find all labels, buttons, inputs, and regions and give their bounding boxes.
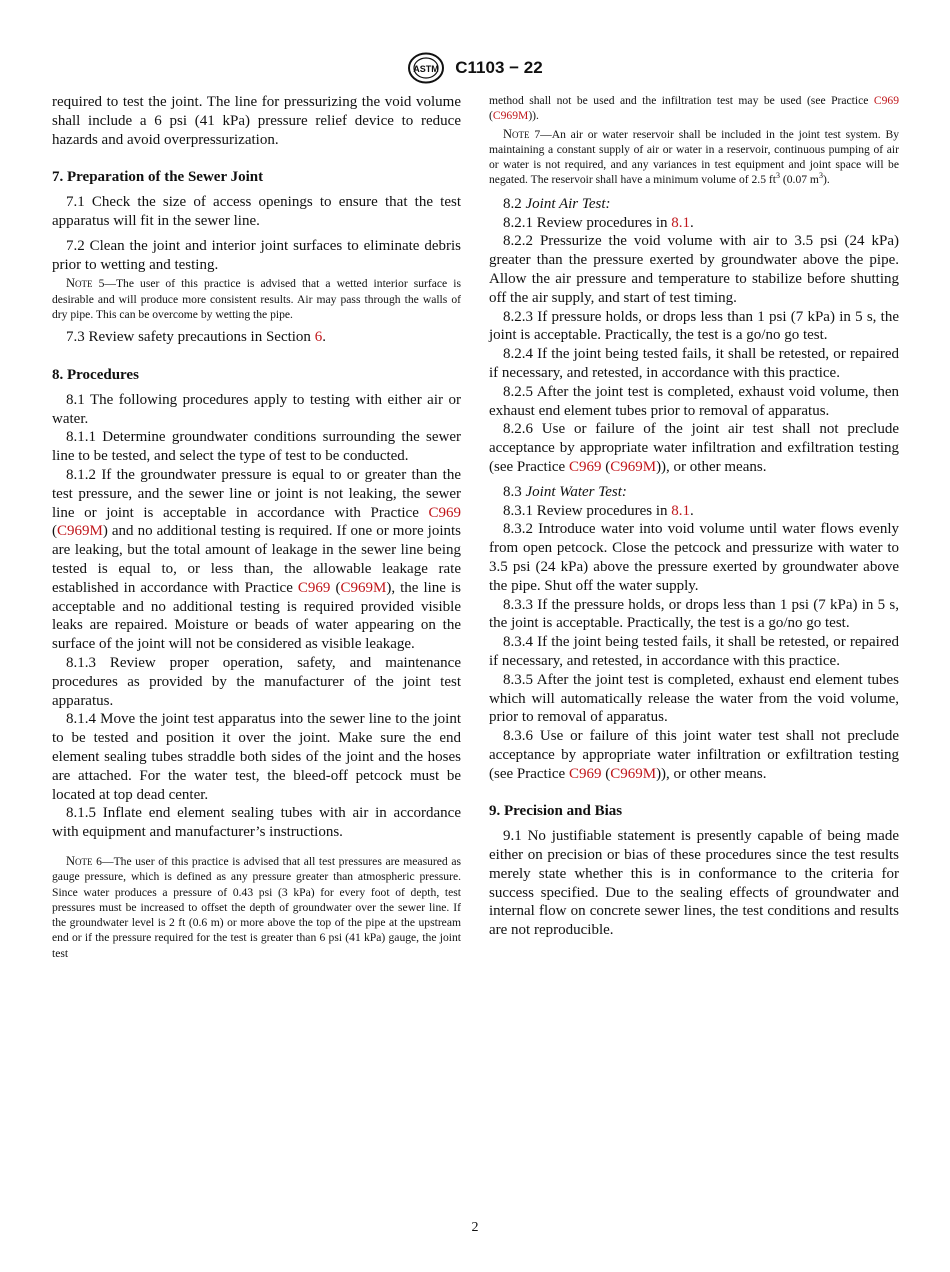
paragraph-8-1-4: 8.1.4 Move the joint test apparatus into the sewer line to the joint to be tested and position it over the joint. Make sure the end element sealing tubes straddle both sides of the joint and the hoses are attached. For the water test, the bleed-off petcock must be located at top dead center. [52,711,461,803]
paragraph-8-1: 8.1 The following procedures apply to testing with either air or water. [52,391,461,427]
note-5 [52,276,461,322]
note-6-continued-end: )). [528,109,539,123]
paragraph-8-1-5: 8.1.5 Inflate end element sealing tubes with air in accordance with equipment and manufacturer’s instructions. [52,805,461,841]
paragraph-8-1-3: 8.1.3 Review proper operation, safety, and maintenance procedures as provided by the manufacturer of the joint test apparatus. [52,655,461,709]
c969m-link[interactable]: C969M [610,765,657,782]
paragraph-8-3-6-text-b: ( [601,765,611,782]
section-9-heading: 9. Precision and Bias [489,803,623,820]
paragraph-8-1-2-text-b: ( [52,523,57,540]
paragraph-8-2-6-text: 8.2.6 Use or failure of the joint air test shall not preclude acceptance by appropriate water infiltration and exfiltration testing (see Practice [489,421,899,475]
paragraph-8-1-2-text-d: ( [330,579,341,596]
astm-logo-text: ASTM [413,64,440,74]
paragraph-7-2: 7.2 Clean the joint and interior joint surfaces to eliminate debris prior to wetting and testing. [52,237,461,273]
paragraph-8-1-1: 8.1.1 Determine groundwater conditions surrounding the sewer line to be tested, and select the type of test to be conducted. [52,429,461,465]
note-7 [489,127,899,188]
note-6-continued [489,93,899,124]
paragraph-8-2-6-end: )), or other means. [656,458,767,475]
c969-link[interactable]: C969 [568,765,602,782]
paragraph-8-2-6-text-b: ( [601,458,611,475]
document-designation: C1103 − 22 [455,58,543,77]
c969-link[interactable]: C969 [568,458,602,475]
right-column [489,93,899,940]
paragraph-8-1-2-text-e: ), the line is acceptable and no additional testing is required provided visible leaks are repaired. Moisture or beads of water appearing on the surface of the joint will not be considered as visible leakage. [52,579,462,653]
paragraph-8-2-title: Joint Air Test: [525,195,611,212]
paragraph-8-2 [489,195,899,214]
paragraph-8-3-5: 8.3.5 After the joint test is completed, exhaust end element tubes which will automatically release the water from the void volume, prior to removal of apparatus. [489,671,899,726]
paragraph-7-3-text: 7.3 Review safety precautions in Section [66,329,315,346]
note-6-body: 6—The user of this practice is advised that all test pressures are measured as gauge pressure, which is defined as any pressure greater than atmospheric pressure. Since water produces a pressure of 0.43 psi (3 kPa) for every foot of depth, test pressures must be increased to offset the depth of groundwater over the sewer line. If the groundwater level is 2 ft (0.6 m) or more above the top of the pipe at the upstream end or if the pressure required for the test is greater than 6 psi (41 kPa) gauge, the joint test [52,854,461,960]
section-8-1-link[interactable]: 8.1 [671,214,691,231]
paragraph-8-2-2: 8.2.2 Pressurize the void volume with air to 3.5 psi (24 kPa) greater than the pressure exerted by groundwater above the pipe. Allow the air pressure and temperature to stabilize before shutting off the air supply, and start of test timing. [489,233,899,306]
paragraph-8-3-2: 8.3.2 Introduce water into void volume until water flows evenly from open petcock. Close the petcock and pressurize with water to 3.5 psi (24 kPa) above the pressure exerted by groundwater above the pipe. Shut off the water supply. [489,521,899,594]
note-6 [52,854,461,961]
paragraph-continuation: required to test the joint. The line for pressurizing the void volume shall include a 6 psi (41 kPa) pressure relief device to reduce hazards and avoid overpressurization. [52,94,461,148]
paragraph-8-2-5: 8.2.5 After the joint test is completed, exhaust void volume, then exhaust end element tubes prior to removal of apparatus. [489,383,899,419]
c969m-link[interactable]: C969M [610,458,657,475]
paragraph-8-3-title: Joint Water Test: [525,483,627,500]
left-column [52,93,461,961]
paragraph-8-3-number: 8.3 [503,483,526,500]
paragraph-8-1-2-text-a: 8.1.2 If the groundwater pressure is equal to or greater than the test pressure, and the sewer line or joint is not leaking, the sewer line or joint is acceptable in accordance with Practice [52,467,461,521]
note-7-tag: Note [503,126,530,141]
astm-logo [407,52,445,84]
c969m-link[interactable]: C969M [340,579,387,596]
paragraph-8-2-1 [489,214,899,233]
note-6-continued-text-b: ( [489,109,493,123]
paragraph-8-1-2 [52,466,461,654]
note-7-end: ). [822,173,830,187]
note-7-body: 7—An air or water reservoir shall be included in the joint test system. By maintaining a constant supply of air or water in a reservoir, continuous pumping of air or water is not required, and any variances in test equipment and joint space will be negated. The reservoir shall have a minimum volume of 2.5 ft [489,127,899,187]
paragraph-8-3-1-text: 8.3.1 Review procedures in [503,502,672,519]
paragraph-8-2-4: 8.2.4 If the joint being tested fails, it shall be retested, or repaired if necessary, and retested, in accordance with this practice. [489,346,899,381]
note-7-superscript: 3 [818,171,823,181]
paragraph-8-3 [489,483,899,502]
paragraph-8-2-number: 8.2 [503,195,526,212]
note-5-body: 5—The user of this practice is advised that a wetted interior surface is desirable and will produce more consistent results. Air may pass through the walls of dry pipe. This can be overcome by wetting the pipe. [52,277,461,321]
paragraph-8-3-3: 8.3.3 If the pressure holds, or drops less than 1 psi (7 kPa) in 5 s, the joint is acceptable. Practically, the test is a go/no go test. [489,596,899,632]
paragraph-8-3-1 [489,502,899,521]
paragraph-7-1: 7.1 Check the size of access openings to ensure that the test apparatus will fit in the sewer line. [52,194,461,229]
section-8-heading: 8. Procedures [52,367,139,384]
paragraph-8-2-1-end: . [690,214,694,231]
paragraph-7-3-end: . [322,329,326,346]
note-7-superscript: 3 [775,171,780,181]
c969m-link[interactable]: C969M [57,523,103,540]
paragraph-9-1: 9.1 No justifiable statement is presently capable of being made either on precision or bias of these procedures since the test results merely state whether this is in conformance to the criteria for success specified. Due to the sealing effects of groundwater and internal flow on concrete sewer lines, the test conditions and results are not reproducible. [489,828,899,939]
page-number: 2 [471,1220,479,1235]
c969-link[interactable]: C969 [873,94,899,107]
note-7-metric: (0.07 m [779,173,819,187]
c969-link[interactable]: C969 [297,579,331,596]
section-6-link[interactable]: 6 [314,329,323,346]
c969m-link[interactable]: C969M [492,109,529,123]
paragraph-8-3-6-text: 8.3.6 Use or failure of this joint water test shall not preclude acceptance by appropriate water infiltration or exfiltration testing (see Practice [489,728,899,782]
note-6-tag: Note [66,853,93,868]
paragraph-8-3-6-end: )), or other means. [656,765,767,782]
paragraph-8-3-1-end: . [690,502,694,519]
paragraph-8-1-2-text-c: ) and no additional testing is required. If one or more joints are leaking, but the total amount of leakage in the sewer line being tested is equal to, or less than, the allowable leakage rate established in accordance with Practice [52,523,461,596]
c969-link[interactable]: C969 [428,504,461,521]
note-5-tag: Note [66,276,93,291]
page-header [0,52,950,86]
note-6-continued-text: method shall not be used and the infiltration test may be used (see Practice [489,94,874,107]
paragraph-8-3-6 [489,727,899,783]
paragraph-7-3 [52,328,461,347]
paragraph-8-2-3: 8.2.3 If pressure holds, or drops less than 1 psi (7 kPa) in 5 s, the joint is acceptable. Practically, the test is a go/no go test. [489,308,899,344]
paragraph-8-2-1-text: 8.2.1 Review procedures in [503,214,672,231]
section-8-1-link[interactable]: 8.1 [671,502,691,519]
paragraph-8-2-6 [489,420,899,476]
paragraph-8-3-4: 8.3.4 If the joint being tested fails, it shall be retested, or repaired if necessary, and retested, in accordance with this practice. [489,634,899,669]
section-7-heading: 7. Preparation of the Sewer Joint [52,169,264,186]
